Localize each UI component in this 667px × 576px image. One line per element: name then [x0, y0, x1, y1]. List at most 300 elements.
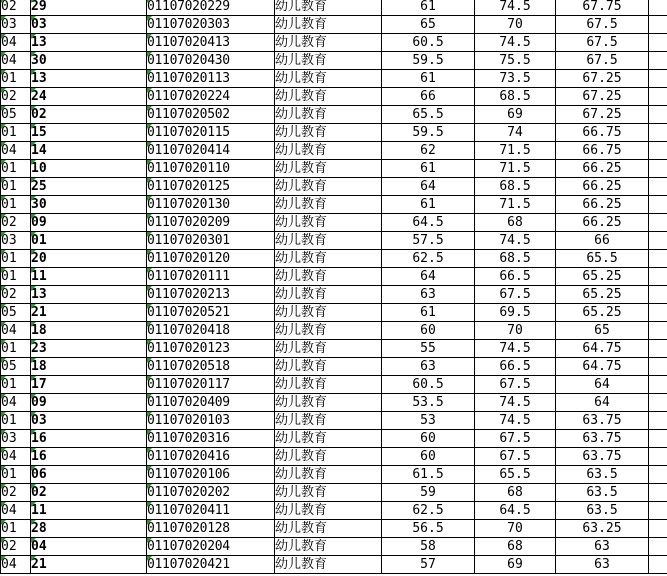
seat-number-cell[interactable]: [31, 358, 147, 376]
subject-cell[interactable]: [275, 322, 382, 340]
exam-room-cell[interactable]: [1, 214, 31, 232]
interview-score-cell[interactable]: [475, 124, 556, 142]
ticket-number-cell[interactable]: [147, 268, 275, 286]
total-score-cell[interactable]: [556, 520, 649, 538]
interview-score-cell[interactable]: [475, 412, 556, 430]
text-number-marker-icon: [31, 268, 36, 273]
text-number-marker-icon: [31, 286, 36, 291]
written-score-cell[interactable]: [382, 214, 475, 232]
written-score-cell[interactable]: [382, 412, 475, 430]
seat-number-cell[interactable]: [31, 466, 147, 484]
seat-number-cell[interactable]: [31, 88, 147, 106]
exam-room-cell[interactable]: [1, 106, 31, 124]
empty-cell[interactable]: [649, 520, 667, 538]
exam-room-cell[interactable]: [1, 0, 31, 16]
ticket-number-cell[interactable]: [147, 214, 275, 232]
subject-cell[interactable]: [275, 376, 382, 394]
ticket-number-cell[interactable]: [147, 178, 275, 196]
total-score-cell[interactable]: [556, 538, 649, 556]
interview-score-cell[interactable]: [475, 322, 556, 340]
empty-cell[interactable]: [649, 16, 667, 34]
empty-cell[interactable]: [649, 466, 667, 484]
interview-score-cell[interactable]: [475, 88, 556, 106]
empty-cell[interactable]: [649, 556, 667, 574]
seat-number-cell[interactable]: [31, 196, 147, 214]
interview-score-value: 64.5: [499, 503, 531, 518]
written-score-cell[interactable]: [382, 52, 475, 70]
subject-cell[interactable]: [275, 34, 382, 52]
seat-number-cell[interactable]: [31, 502, 147, 520]
seat-number-value: 04: [31, 539, 47, 554]
seat-number-value: 16: [31, 431, 47, 446]
total-score-cell[interactable]: [556, 88, 649, 106]
interview-score-cell[interactable]: [475, 52, 556, 70]
total-score-cell[interactable]: [556, 358, 649, 376]
total-score-cell[interactable]: [556, 160, 649, 178]
total-score-value: 65.25: [582, 287, 622, 302]
exam-room-value: 01: [1, 197, 17, 212]
seat-number-cell[interactable]: [31, 412, 147, 430]
subject-cell[interactable]: [275, 88, 382, 106]
empty-cell[interactable]: [649, 322, 667, 340]
text-number-marker-icon: [147, 196, 152, 201]
interview-score-cell[interactable]: [475, 466, 556, 484]
seat-number-value: 13: [31, 287, 47, 302]
exam-room-cell[interactable]: [1, 160, 31, 178]
written-score-value: 59: [420, 485, 436, 500]
written-score-cell[interactable]: [382, 340, 475, 358]
empty-cell[interactable]: [649, 484, 667, 502]
seat-number-cell[interactable]: [31, 340, 147, 358]
exam-room-cell[interactable]: [1, 88, 31, 106]
subject-cell[interactable]: [275, 70, 382, 88]
ticket-number-cell[interactable]: [147, 520, 275, 538]
seat-number-cell[interactable]: [31, 538, 147, 556]
subject-cell[interactable]: [275, 286, 382, 304]
subject-cell[interactable]: [275, 16, 382, 34]
exam-room-cell[interactable]: [1, 52, 31, 70]
exam-room-cell[interactable]: [1, 412, 31, 430]
ticket-number-cell[interactable]: [147, 484, 275, 502]
written-score-cell[interactable]: [382, 502, 475, 520]
exam-room-cell[interactable]: [1, 286, 31, 304]
total-score-cell[interactable]: [556, 142, 649, 160]
table-row: [1, 88, 667, 106]
interview-score-value: 74.5: [499, 233, 531, 248]
empty-cell[interactable]: [649, 178, 667, 196]
text-number-marker-icon: [31, 160, 36, 165]
total-score-cell[interactable]: [556, 484, 649, 502]
subject-cell[interactable]: [275, 304, 382, 322]
empty-cell[interactable]: [649, 106, 667, 124]
exam-room-cell[interactable]: [1, 142, 31, 160]
seat-number-cell[interactable]: [31, 286, 147, 304]
written-score-cell[interactable]: [382, 250, 475, 268]
ticket-number-cell[interactable]: [147, 376, 275, 394]
empty-cell[interactable]: [649, 232, 667, 250]
table-row: [1, 358, 667, 376]
subject-value: 幼儿教育: [275, 179, 328, 194]
seat-number-cell[interactable]: [31, 520, 147, 538]
ticket-number-cell[interactable]: [147, 340, 275, 358]
written-score-cell[interactable]: [382, 70, 475, 88]
empty-cell[interactable]: [649, 412, 667, 430]
interview-score-cell[interactable]: [475, 430, 556, 448]
seat-number-cell[interactable]: [31, 52, 147, 70]
total-score-cell[interactable]: [556, 232, 649, 250]
seat-number-cell[interactable]: [31, 232, 147, 250]
interview-score-cell[interactable]: [475, 232, 556, 250]
total-score-cell[interactable]: [556, 16, 649, 34]
exam-room-cell[interactable]: [1, 268, 31, 286]
seat-number-cell[interactable]: [31, 160, 147, 178]
exam-room-cell[interactable]: [1, 556, 31, 574]
exam-room-cell[interactable]: [1, 484, 31, 502]
interview-score-cell[interactable]: [475, 358, 556, 376]
ticket-number-cell[interactable]: [147, 196, 275, 214]
written-score-cell[interactable]: [382, 268, 475, 286]
total-score-cell[interactable]: [556, 0, 649, 16]
empty-cell[interactable]: [649, 250, 667, 268]
empty-cell[interactable]: [649, 88, 667, 106]
seat-number-cell[interactable]: [31, 556, 147, 574]
ticket-number-cell[interactable]: [147, 16, 275, 34]
ticket-number-cell[interactable]: [147, 160, 275, 178]
total-score-cell[interactable]: [556, 412, 649, 430]
written-score-cell[interactable]: [382, 538, 475, 556]
text-number-marker-icon: [1, 70, 6, 75]
ticket-number-cell[interactable]: [147, 322, 275, 340]
seat-number-cell[interactable]: [31, 250, 147, 268]
exam-room-cell[interactable]: [1, 520, 31, 538]
exam-room-cell[interactable]: [1, 502, 31, 520]
exam-room-cell[interactable]: [1, 358, 31, 376]
total-score-cell[interactable]: [556, 52, 649, 70]
subject-cell[interactable]: [275, 196, 382, 214]
seat-number-cell[interactable]: [31, 124, 147, 142]
total-score-cell[interactable]: [556, 124, 649, 142]
ticket-number-cell[interactable]: [147, 394, 275, 412]
exam-room-cell[interactable]: [1, 124, 31, 142]
subject-cell[interactable]: [275, 142, 382, 160]
subject-cell[interactable]: [275, 484, 382, 502]
written-score-cell[interactable]: [382, 322, 475, 340]
interview-score-value: 74.5: [499, 395, 531, 410]
interview-score-cell[interactable]: [475, 0, 556, 16]
empty-cell[interactable]: [649, 34, 667, 52]
ticket-number-cell[interactable]: [147, 232, 275, 250]
subject-cell[interactable]: [275, 0, 382, 16]
subject-cell[interactable]: [275, 160, 382, 178]
exam-room-cell[interactable]: [1, 250, 31, 268]
total-score-cell[interactable]: [556, 376, 649, 394]
interview-score-cell[interactable]: [475, 448, 556, 466]
subject-cell[interactable]: [275, 466, 382, 484]
subject-cell[interactable]: [275, 556, 382, 574]
exam-room-value: 04: [1, 143, 17, 158]
exam-room-cell[interactable]: [1, 430, 31, 448]
empty-cell[interactable]: [649, 304, 667, 322]
written-score-cell[interactable]: [382, 34, 475, 52]
interview-score-cell[interactable]: [475, 34, 556, 52]
written-score-cell[interactable]: [382, 106, 475, 124]
total-score-cell[interactable]: [556, 286, 649, 304]
ticket-number-cell[interactable]: [147, 358, 275, 376]
table-row: [1, 376, 667, 394]
seat-number-cell[interactable]: [31, 268, 147, 286]
text-number-marker-icon: [1, 142, 6, 147]
written-score-cell[interactable]: [382, 142, 475, 160]
ticket-number-cell[interactable]: [147, 106, 275, 124]
exam-room-cell[interactable]: [1, 322, 31, 340]
total-score-cell[interactable]: [556, 502, 649, 520]
interview-score-value: 71.5: [499, 161, 531, 176]
interview-score-cell[interactable]: [475, 538, 556, 556]
ticket-number-cell[interactable]: [147, 502, 275, 520]
text-number-marker-icon: [31, 52, 36, 57]
text-number-marker-icon: [147, 106, 152, 111]
interview-score-cell[interactable]: [475, 556, 556, 574]
seat-number-cell[interactable]: [31, 322, 147, 340]
subject-cell[interactable]: [275, 178, 382, 196]
empty-cell[interactable]: [649, 394, 667, 412]
ticket-number-cell[interactable]: [147, 466, 275, 484]
interview-score-cell[interactable]: [475, 502, 556, 520]
subject-cell[interactable]: [275, 502, 382, 520]
empty-cell[interactable]: [649, 376, 667, 394]
seat-number-cell[interactable]: [31, 448, 147, 466]
subject-cell[interactable]: [275, 106, 382, 124]
interview-score-cell[interactable]: [475, 340, 556, 358]
text-number-marker-icon: [31, 322, 36, 327]
ticket-number-value: 01107020521: [147, 305, 230, 320]
written-score-cell[interactable]: [382, 394, 475, 412]
subject-cell[interactable]: [275, 520, 382, 538]
interview-score-cell[interactable]: [475, 250, 556, 268]
subject-cell[interactable]: [275, 412, 382, 430]
interview-score-cell[interactable]: [475, 178, 556, 196]
exam-room-cell[interactable]: [1, 34, 31, 52]
empty-cell[interactable]: [649, 124, 667, 142]
ticket-number-cell[interactable]: [147, 88, 275, 106]
seat-number-cell[interactable]: [31, 106, 147, 124]
interview-score-cell[interactable]: [475, 106, 556, 124]
total-score-cell[interactable]: [556, 466, 649, 484]
seat-number-cell[interactable]: [31, 70, 147, 88]
text-number-marker-icon: [31, 232, 36, 237]
interview-score-cell[interactable]: [475, 376, 556, 394]
written-score-cell[interactable]: [382, 0, 475, 16]
exam-room-value: 01: [1, 341, 17, 356]
seat-number-cell[interactable]: [31, 214, 147, 232]
empty-cell[interactable]: [649, 160, 667, 178]
empty-cell[interactable]: [649, 538, 667, 556]
total-score-cell[interactable]: [556, 304, 649, 322]
exam-room-cell[interactable]: [1, 70, 31, 88]
subject-cell[interactable]: [275, 232, 382, 250]
interview-score-cell[interactable]: [475, 70, 556, 88]
empty-cell[interactable]: [649, 286, 667, 304]
text-number-marker-icon: [147, 286, 152, 291]
interview-score-cell[interactable]: [475, 214, 556, 232]
total-score-cell[interactable]: [556, 268, 649, 286]
written-score-cell[interactable]: [382, 556, 475, 574]
total-score-cell[interactable]: [556, 214, 649, 232]
subject-cell[interactable]: [275, 268, 382, 286]
total-score-cell[interactable]: [556, 448, 649, 466]
seat-number-cell[interactable]: [31, 142, 147, 160]
written-score-cell[interactable]: [382, 286, 475, 304]
seat-number-cell[interactable]: [31, 16, 147, 34]
written-score-cell[interactable]: [382, 448, 475, 466]
empty-cell[interactable]: [649, 0, 667, 16]
subject-cell[interactable]: [275, 250, 382, 268]
written-score-cell[interactable]: [382, 466, 475, 484]
text-number-marker-icon: [147, 268, 152, 273]
empty-cell[interactable]: [649, 52, 667, 70]
total-score-cell[interactable]: [556, 178, 649, 196]
ticket-number-cell[interactable]: [147, 142, 275, 160]
seat-number-cell[interactable]: [31, 376, 147, 394]
ticket-number-cell[interactable]: [147, 430, 275, 448]
exam-room-cell[interactable]: [1, 340, 31, 358]
total-score-cell[interactable]: [556, 196, 649, 214]
written-score-cell[interactable]: [382, 358, 475, 376]
seat-number-value: 20: [31, 251, 47, 266]
seat-number-value: 29: [31, 0, 47, 14]
text-number-marker-icon: [147, 70, 152, 75]
written-score-cell[interactable]: [382, 304, 475, 322]
interview-score-cell[interactable]: [475, 196, 556, 214]
table-body: [1, 0, 667, 574]
written-score-value: 62: [420, 143, 436, 158]
seat-number-cell[interactable]: [31, 178, 147, 196]
seat-number-cell[interactable]: [31, 430, 147, 448]
ticket-number-cell[interactable]: [147, 124, 275, 142]
total-score-cell[interactable]: [556, 70, 649, 88]
ticket-number-cell[interactable]: [147, 250, 275, 268]
empty-cell[interactable]: [649, 358, 667, 376]
exam-room-cell[interactable]: [1, 466, 31, 484]
interview-score-cell[interactable]: [475, 160, 556, 178]
seat-number-cell[interactable]: [31, 304, 147, 322]
exam-room-cell[interactable]: [1, 196, 31, 214]
subject-value: 幼儿教育: [275, 215, 328, 230]
written-score-cell[interactable]: [382, 430, 475, 448]
empty-cell[interactable]: [649, 214, 667, 232]
subject-cell[interactable]: [275, 214, 382, 232]
subject-cell[interactable]: [275, 394, 382, 412]
written-score-cell[interactable]: [382, 178, 475, 196]
empty-cell[interactable]: [649, 142, 667, 160]
ticket-number-cell[interactable]: [147, 286, 275, 304]
empty-cell[interactable]: [649, 70, 667, 88]
interview-score-cell[interactable]: [475, 142, 556, 160]
exam-room-cell[interactable]: [1, 304, 31, 322]
subject-value: 幼儿教育: [275, 557, 328, 572]
exam-room-value: 02: [1, 89, 17, 104]
empty-cell[interactable]: [649, 196, 667, 214]
empty-cell[interactable]: [649, 502, 667, 520]
written-score-cell[interactable]: [382, 124, 475, 142]
interview-score-cell[interactable]: [475, 520, 556, 538]
subject-cell[interactable]: [275, 538, 382, 556]
subject-cell[interactable]: [275, 52, 382, 70]
total-score-cell[interactable]: [556, 322, 649, 340]
written-score-cell[interactable]: [382, 88, 475, 106]
seat-number-cell[interactable]: [31, 34, 147, 52]
total-score-cell[interactable]: [556, 430, 649, 448]
exam-room-cell[interactable]: [1, 232, 31, 250]
written-score-cell[interactable]: [382, 376, 475, 394]
written-score-cell[interactable]: [382, 196, 475, 214]
written-score-cell[interactable]: [382, 16, 475, 34]
ticket-number-cell[interactable]: [147, 538, 275, 556]
subject-cell[interactable]: [275, 124, 382, 142]
exam-room-value: 04: [1, 35, 17, 50]
total-score-cell[interactable]: [556, 106, 649, 124]
ticket-number-cell[interactable]: [147, 304, 275, 322]
exam-room-cell[interactable]: [1, 16, 31, 34]
written-score-cell[interactable]: [382, 160, 475, 178]
empty-cell[interactable]: [649, 268, 667, 286]
ticket-number-cell[interactable]: [147, 70, 275, 88]
table-row: [1, 124, 667, 142]
interview-score-cell[interactable]: [475, 394, 556, 412]
exam-room-cell[interactable]: [1, 376, 31, 394]
interview-score-cell[interactable]: [475, 16, 556, 34]
subject-cell[interactable]: [275, 340, 382, 358]
ticket-number-cell[interactable]: [147, 52, 275, 70]
subject-value: 幼儿教育: [275, 197, 328, 212]
exam-room-cell[interactable]: [1, 178, 31, 196]
subject-cell[interactable]: [275, 358, 382, 376]
total-score-cell[interactable]: [556, 250, 649, 268]
exam-room-cell[interactable]: [1, 394, 31, 412]
subject-cell[interactable]: [275, 430, 382, 448]
text-number-marker-icon: [1, 196, 6, 201]
ticket-number-cell[interactable]: [147, 556, 275, 574]
interview-score-cell[interactable]: [475, 286, 556, 304]
interview-score-cell[interactable]: [475, 268, 556, 286]
written-score-cell[interactable]: [382, 232, 475, 250]
ticket-number-cell[interactable]: [147, 448, 275, 466]
interview-score-cell[interactable]: [475, 484, 556, 502]
subject-cell[interactable]: [275, 448, 382, 466]
total-score-cell[interactable]: [556, 34, 649, 52]
exam-room-cell[interactable]: [1, 448, 31, 466]
empty-cell[interactable]: [649, 430, 667, 448]
seat-number-cell[interactable]: [31, 394, 147, 412]
ticket-number-cell[interactable]: [147, 412, 275, 430]
written-score-cell[interactable]: [382, 520, 475, 538]
exam-room-cell[interactable]: [1, 538, 31, 556]
written-score-cell[interactable]: [382, 484, 475, 502]
empty-cell[interactable]: [649, 340, 667, 358]
total-score-cell[interactable]: [556, 556, 649, 574]
total-score-cell[interactable]: [556, 394, 649, 412]
empty-cell[interactable]: [649, 448, 667, 466]
table-row: [1, 466, 667, 484]
ticket-number-cell[interactable]: [147, 34, 275, 52]
seat-number-cell[interactable]: [31, 0, 147, 16]
ticket-number-cell[interactable]: [147, 0, 275, 16]
seat-number-cell[interactable]: [31, 484, 147, 502]
total-score-cell[interactable]: [556, 340, 649, 358]
total-score-value: 66.25: [582, 197, 622, 212]
interview-score-cell[interactable]: [475, 304, 556, 322]
table-row: [1, 520, 667, 538]
